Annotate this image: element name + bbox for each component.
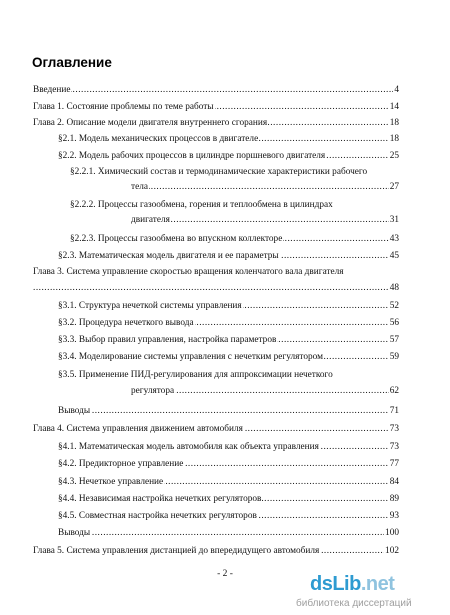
toc-entry bbox=[0, 266, 450, 278]
toc-entry-page: 57 bbox=[389, 335, 399, 345]
toc-entry-page: 27 bbox=[389, 182, 399, 192]
toc-entry bbox=[0, 233, 450, 245]
toc-entry-label: Глава 1. Состояние проблемы по теме работы bbox=[33, 102, 214, 112]
toc-entry-label: Глава 5. Система управления дистанцией до впередидущего автомобиля bbox=[33, 546, 320, 556]
toc-entry-continuation bbox=[0, 385, 450, 397]
dot-leader bbox=[58, 405, 399, 417]
toc-entry-label: Глава 2. Описание модели двигателя внутреннего сгорания bbox=[33, 118, 268, 128]
toc-entry-page: 102 bbox=[385, 546, 399, 556]
toc-entry bbox=[0, 405, 450, 417]
toc-entry bbox=[0, 317, 450, 329]
toc-entry-label: §3.5. Применение ПИД-регулирования для аппроксимации нечеткого bbox=[58, 370, 333, 380]
toc-entry-page: 59 bbox=[389, 352, 399, 362]
toc-entry bbox=[0, 510, 450, 522]
toc-entry bbox=[0, 101, 450, 113]
toc-entry-label: Выводы bbox=[58, 406, 91, 416]
dot-leader bbox=[33, 282, 399, 294]
toc-entry bbox=[0, 476, 450, 488]
toc-entry-label: §4.1. Математическая модель автомобиля как объекта управления bbox=[58, 442, 319, 452]
toc-entry bbox=[0, 423, 450, 435]
toc-entry-page: 4 bbox=[394, 85, 399, 95]
toc-entry-page: 62 bbox=[389, 386, 399, 396]
toc-entry bbox=[0, 199, 450, 211]
toc-entry-label: Глава 4. Система управления движением автомобиля bbox=[33, 424, 243, 434]
toc-title: Оглавление bbox=[32, 55, 112, 70]
toc-entry-label: §3.2. Процедура нечеткого вывода bbox=[58, 318, 194, 328]
toc-entry-continuation bbox=[0, 214, 450, 226]
toc-entry bbox=[0, 527, 450, 539]
toc-entry-label: §3.1. Структура нечеткой системы управления bbox=[58, 301, 242, 311]
toc-entry-label: §2.3. Математическая модель двигателя и ее параметры bbox=[58, 251, 279, 261]
toc-entry-page: 43 bbox=[389, 234, 399, 244]
toc-entry-label: Введение bbox=[33, 85, 71, 95]
toc-entry-page: 100 bbox=[385, 528, 399, 538]
toc-entry-label: Выводы bbox=[58, 528, 91, 538]
toc-entry bbox=[0, 166, 450, 178]
toc-entry bbox=[0, 133, 450, 145]
toc-entry-page: 77 bbox=[389, 459, 399, 469]
toc-entry-page: 45 bbox=[389, 251, 399, 261]
watermark-logo: dsLib.net bbox=[310, 573, 395, 595]
toc-entry-label: §4.2. Предикторное управление bbox=[58, 459, 184, 469]
toc-entry-label: §4.5. Совместная настройка нечетких регуляторов bbox=[58, 511, 257, 521]
toc-entry-page: 18 bbox=[389, 134, 399, 144]
toc-entry-page: 73 bbox=[389, 424, 399, 434]
toc-entry-page: 52 bbox=[389, 301, 399, 311]
toc-entry-page: 71 bbox=[389, 406, 399, 416]
toc-entry-continuation bbox=[0, 282, 450, 294]
toc-entry bbox=[0, 150, 450, 162]
toc-entry-label: §2.2.2. Процессы газообмена, горения и теплообмена в цилиндрах bbox=[70, 200, 333, 210]
toc-entry-continuation bbox=[0, 181, 450, 193]
toc-entry-label: §2.2. Модель рабочих процессов в цилиндре поршневого двигателя bbox=[58, 151, 326, 161]
toc-entry-label-continued: тела bbox=[131, 182, 148, 192]
toc-entry-page: 73 bbox=[389, 442, 399, 452]
toc-entry-label: §4.4. Независимая настройка нечетких регуляторов bbox=[58, 494, 262, 504]
toc-entry bbox=[0, 334, 450, 346]
toc-entry-label: §2.2.3. Процессы газообмена во впускном коллекторе bbox=[70, 234, 283, 244]
toc-entry-page: 48 bbox=[389, 283, 399, 293]
toc-entry-label: §3.3. Выбор правил управления, настройка параметров bbox=[58, 335, 277, 345]
toc-entry bbox=[0, 493, 450, 505]
toc-entry-label: Глава 3. Система управление скоростью вращения коленчатого вала двигателя bbox=[33, 267, 344, 277]
toc-entry bbox=[0, 351, 450, 363]
toc-entry bbox=[0, 84, 450, 96]
dot-leader bbox=[33, 84, 399, 96]
toc-entry-label-continued: двигателя bbox=[131, 215, 170, 225]
toc-entry bbox=[0, 250, 450, 262]
toc-entry-label: §4.3. Нечеткое управление bbox=[58, 477, 164, 487]
dot-leader bbox=[131, 181, 399, 193]
toc-entry-page: 25 bbox=[389, 151, 399, 161]
watermark bbox=[296, 573, 446, 613]
page-number: - 2 - bbox=[217, 569, 233, 579]
watermark-subtitle: библиотека диссертаций bbox=[296, 598, 412, 609]
toc-entry-page: 18 bbox=[389, 118, 399, 128]
toc-entry bbox=[0, 545, 450, 557]
toc-entry bbox=[0, 458, 450, 470]
toc-entry-page: 56 bbox=[389, 318, 399, 328]
toc-entry bbox=[0, 369, 450, 381]
toc-entry-label-continued: регулятора bbox=[131, 386, 175, 396]
toc-entry-page: 84 bbox=[389, 477, 399, 487]
toc-entry-page: 14 bbox=[389, 102, 399, 112]
dot-leader bbox=[131, 214, 399, 226]
toc-entry-page: 31 bbox=[389, 215, 399, 225]
toc-entry-label: §3.4. Моделирование системы управления с нечетким регулятором bbox=[58, 352, 323, 362]
toc-entry-page: 89 bbox=[389, 494, 399, 504]
toc-entry-label: §2.2.1. Химический состав и термодинамические характеристики рабочего bbox=[70, 167, 368, 177]
dot-leader bbox=[58, 527, 399, 539]
toc-entry bbox=[0, 117, 450, 129]
toc-entry bbox=[0, 300, 450, 312]
toc-entry-page: 93 bbox=[389, 511, 399, 521]
toc-entry bbox=[0, 441, 450, 453]
toc-entry-label: §2.1. Модель механических процессов в двигателе bbox=[58, 134, 259, 144]
